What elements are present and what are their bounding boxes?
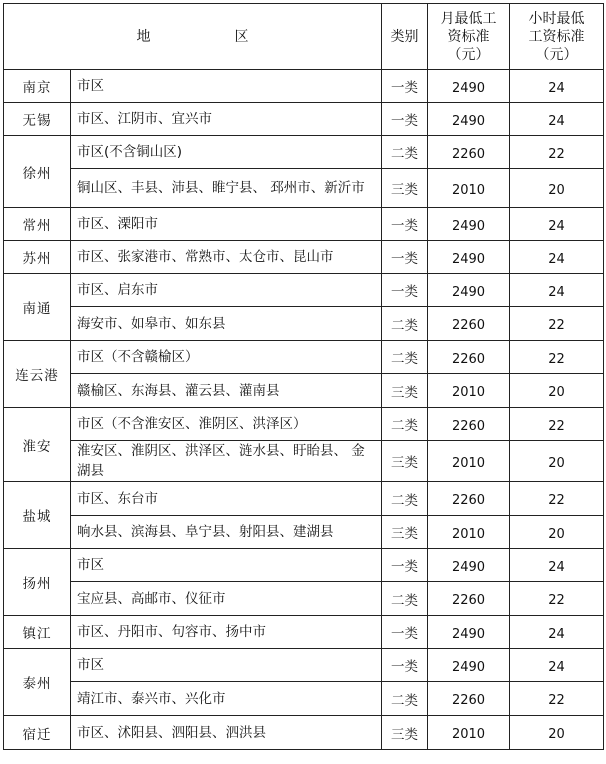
category-cell: 二类 bbox=[382, 136, 428, 169]
hourly-header-line: 工资标准 bbox=[528, 28, 585, 45]
areas-cell: 市区、东台市 bbox=[71, 482, 382, 516]
hourly-wage-cell: 20 bbox=[510, 441, 604, 482]
city-cell: 宿迁 bbox=[4, 716, 71, 750]
table-row bbox=[4, 341, 604, 374]
hourly-wage-cell: 24 bbox=[510, 241, 604, 274]
areas-cell: 响水县、滨海县、阜宁县、射阳县、建湖县 bbox=[71, 516, 382, 549]
table-row bbox=[4, 208, 604, 241]
hourly-header-line: （元） bbox=[535, 46, 578, 63]
areas-cell: 赣榆区、东海县、灌云县、灌南县 bbox=[71, 374, 382, 408]
areas-cell: 市区 bbox=[71, 549, 382, 582]
category-cell: 二类 bbox=[382, 482, 428, 516]
category-cell: 二类 bbox=[382, 341, 428, 374]
table-row bbox=[4, 516, 604, 549]
table-row bbox=[4, 716, 604, 750]
monthly-wage-cell: 2010 bbox=[428, 716, 510, 750]
category-cell: 三类 bbox=[382, 516, 428, 549]
table-row bbox=[4, 682, 604, 716]
monthly-wage-cell: 2490 bbox=[428, 70, 510, 103]
monthly-wage-cell: 2260 bbox=[428, 482, 510, 516]
areas-cell: 市区、张家港市、常熟市、太仓市、昆山市 bbox=[71, 241, 382, 274]
areas-cell: 宝应县、高邮市、仪征市 bbox=[71, 582, 382, 616]
monthly-wage-cell: 2010 bbox=[428, 374, 510, 408]
category-cell: 一类 bbox=[382, 70, 428, 103]
hourly-wage-cell: 24 bbox=[510, 549, 604, 582]
monthly-wage-cell: 2260 bbox=[428, 341, 510, 374]
monthly-wage-cell: 2260 bbox=[428, 682, 510, 716]
hourly-wage-cell: 24 bbox=[510, 208, 604, 241]
city-cell: 泰州 bbox=[4, 649, 71, 716]
category-cell: 二类 bbox=[382, 582, 428, 616]
category-cell: 一类 bbox=[382, 103, 428, 136]
table-row bbox=[4, 549, 604, 582]
monthly-wage-cell: 2490 bbox=[428, 649, 510, 682]
table-row bbox=[4, 136, 604, 169]
monthly-wage-cell: 2260 bbox=[428, 408, 510, 441]
city-cell: 盐城 bbox=[4, 482, 71, 549]
areas-cell: 靖江市、泰兴市、兴化市 bbox=[71, 682, 382, 716]
table-row bbox=[4, 307, 604, 341]
hourly-wage-cell: 24 bbox=[510, 616, 604, 649]
city-cell: 扬州 bbox=[4, 549, 71, 616]
areas-cell: 市区、江阴市、宜兴市 bbox=[71, 103, 382, 136]
monthly-wage-cell: 2490 bbox=[428, 208, 510, 241]
areas-cell: 市区 bbox=[71, 649, 382, 682]
table-row bbox=[4, 274, 604, 307]
hourly-wage-header bbox=[510, 4, 604, 70]
hourly-wage-cell: 24 bbox=[510, 649, 604, 682]
city-cell: 徐州 bbox=[4, 136, 71, 208]
hourly-wage-cell: 20 bbox=[510, 169, 604, 208]
areas-cell: 市区、溧阳市 bbox=[71, 208, 382, 241]
monthly-wage-cell: 2010 bbox=[428, 169, 510, 208]
category-cell: 一类 bbox=[382, 274, 428, 307]
hourly-wage-cell: 24 bbox=[510, 70, 604, 103]
monthly-wage-cell: 2490 bbox=[428, 274, 510, 307]
category-header: 类别 bbox=[382, 4, 428, 70]
category-cell: 二类 bbox=[382, 682, 428, 716]
monthly-wage-cell: 2490 bbox=[428, 241, 510, 274]
category-cell: 三类 bbox=[382, 441, 428, 482]
areas-cell: 市区（不含淮安区、淮阴区、洪泽区） bbox=[71, 408, 382, 441]
table-row bbox=[4, 70, 604, 103]
monthly-wage-cell: 2260 bbox=[428, 136, 510, 169]
areas-cell: 海安市、如皋市、如东县 bbox=[71, 307, 382, 341]
city-cell: 淮安 bbox=[4, 408, 71, 482]
monthly-header-line: （元） bbox=[447, 46, 490, 63]
areas-cell: 淮安区、淮阴区、洪泽区、涟水县、盱眙县、 金湖县 bbox=[71, 441, 382, 482]
hourly-wage-cell: 22 bbox=[510, 136, 604, 169]
monthly-wage-header bbox=[428, 4, 510, 70]
monthly-wage-cell: 2010 bbox=[428, 441, 510, 482]
city-cell: 苏州 bbox=[4, 241, 71, 274]
hourly-header-line: 小时最低 bbox=[528, 10, 585, 27]
table-row bbox=[4, 241, 604, 274]
monthly-wage-cell: 2010 bbox=[428, 516, 510, 549]
monthly-header-line: 资标准 bbox=[447, 28, 490, 45]
category-cell: 一类 bbox=[382, 241, 428, 274]
city-cell: 连云港 bbox=[4, 341, 71, 408]
category-cell: 一类 bbox=[382, 208, 428, 241]
minimum-wage-table bbox=[3, 3, 604, 750]
category-cell: 二类 bbox=[382, 408, 428, 441]
category-cell: 三类 bbox=[382, 169, 428, 208]
areas-cell: 市区（不含赣榆区） bbox=[71, 341, 382, 374]
monthly-wage-cell: 2490 bbox=[428, 549, 510, 582]
hourly-wage-cell: 22 bbox=[510, 682, 604, 716]
table-row bbox=[4, 582, 604, 616]
hourly-wage-cell: 20 bbox=[510, 516, 604, 549]
monthly-wage-cell: 2260 bbox=[428, 307, 510, 341]
category-cell: 三类 bbox=[382, 374, 428, 408]
table-row bbox=[4, 482, 604, 516]
areas-cell: 铜山区、丰县、沛县、睢宁县、 邳州市、新沂市 bbox=[71, 169, 382, 208]
hourly-wage-cell: 22 bbox=[510, 582, 604, 616]
hourly-wage-cell: 22 bbox=[510, 482, 604, 516]
areas-cell: 市区、丹阳市、句容市、扬中市 bbox=[71, 616, 382, 649]
table-row bbox=[4, 649, 604, 682]
table-row bbox=[4, 441, 604, 482]
category-cell: 三类 bbox=[382, 716, 428, 750]
header-row bbox=[4, 4, 604, 70]
hourly-wage-cell: 22 bbox=[510, 307, 604, 341]
city-cell: 无锡 bbox=[4, 103, 71, 136]
city-cell: 常州 bbox=[4, 208, 71, 241]
table-row bbox=[4, 103, 604, 136]
hourly-wage-cell: 22 bbox=[510, 408, 604, 441]
category-cell: 一类 bbox=[382, 549, 428, 582]
monthly-header-line: 月最低工 bbox=[440, 10, 497, 27]
region-header: 地 区 bbox=[4, 4, 382, 70]
areas-cell: 市区、沭阳县、泗阳县、泗洪县 bbox=[71, 716, 382, 750]
table-row bbox=[4, 408, 604, 441]
monthly-wage-cell: 2260 bbox=[428, 582, 510, 616]
hourly-wage-cell: 24 bbox=[510, 103, 604, 136]
city-cell: 镇江 bbox=[4, 616, 71, 649]
areas-cell: 市区 bbox=[71, 70, 382, 103]
category-cell: 一类 bbox=[382, 616, 428, 649]
table-row bbox=[4, 616, 604, 649]
monthly-wage-cell: 2490 bbox=[428, 616, 510, 649]
hourly-wage-cell: 20 bbox=[510, 716, 604, 750]
city-cell: 南通 bbox=[4, 274, 71, 341]
table-body bbox=[4, 70, 604, 750]
table-row bbox=[4, 374, 604, 408]
monthly-wage-cell: 2490 bbox=[428, 103, 510, 136]
areas-cell: 市区(不含铜山区) bbox=[71, 136, 382, 169]
city-cell: 南京 bbox=[4, 70, 71, 103]
hourly-wage-cell: 22 bbox=[510, 341, 604, 374]
category-cell: 一类 bbox=[382, 649, 428, 682]
table-row bbox=[4, 169, 604, 208]
areas-cell: 市区、启东市 bbox=[71, 274, 382, 307]
hourly-wage-cell: 24 bbox=[510, 274, 604, 307]
hourly-wage-cell: 20 bbox=[510, 374, 604, 408]
category-cell: 二类 bbox=[382, 307, 428, 341]
